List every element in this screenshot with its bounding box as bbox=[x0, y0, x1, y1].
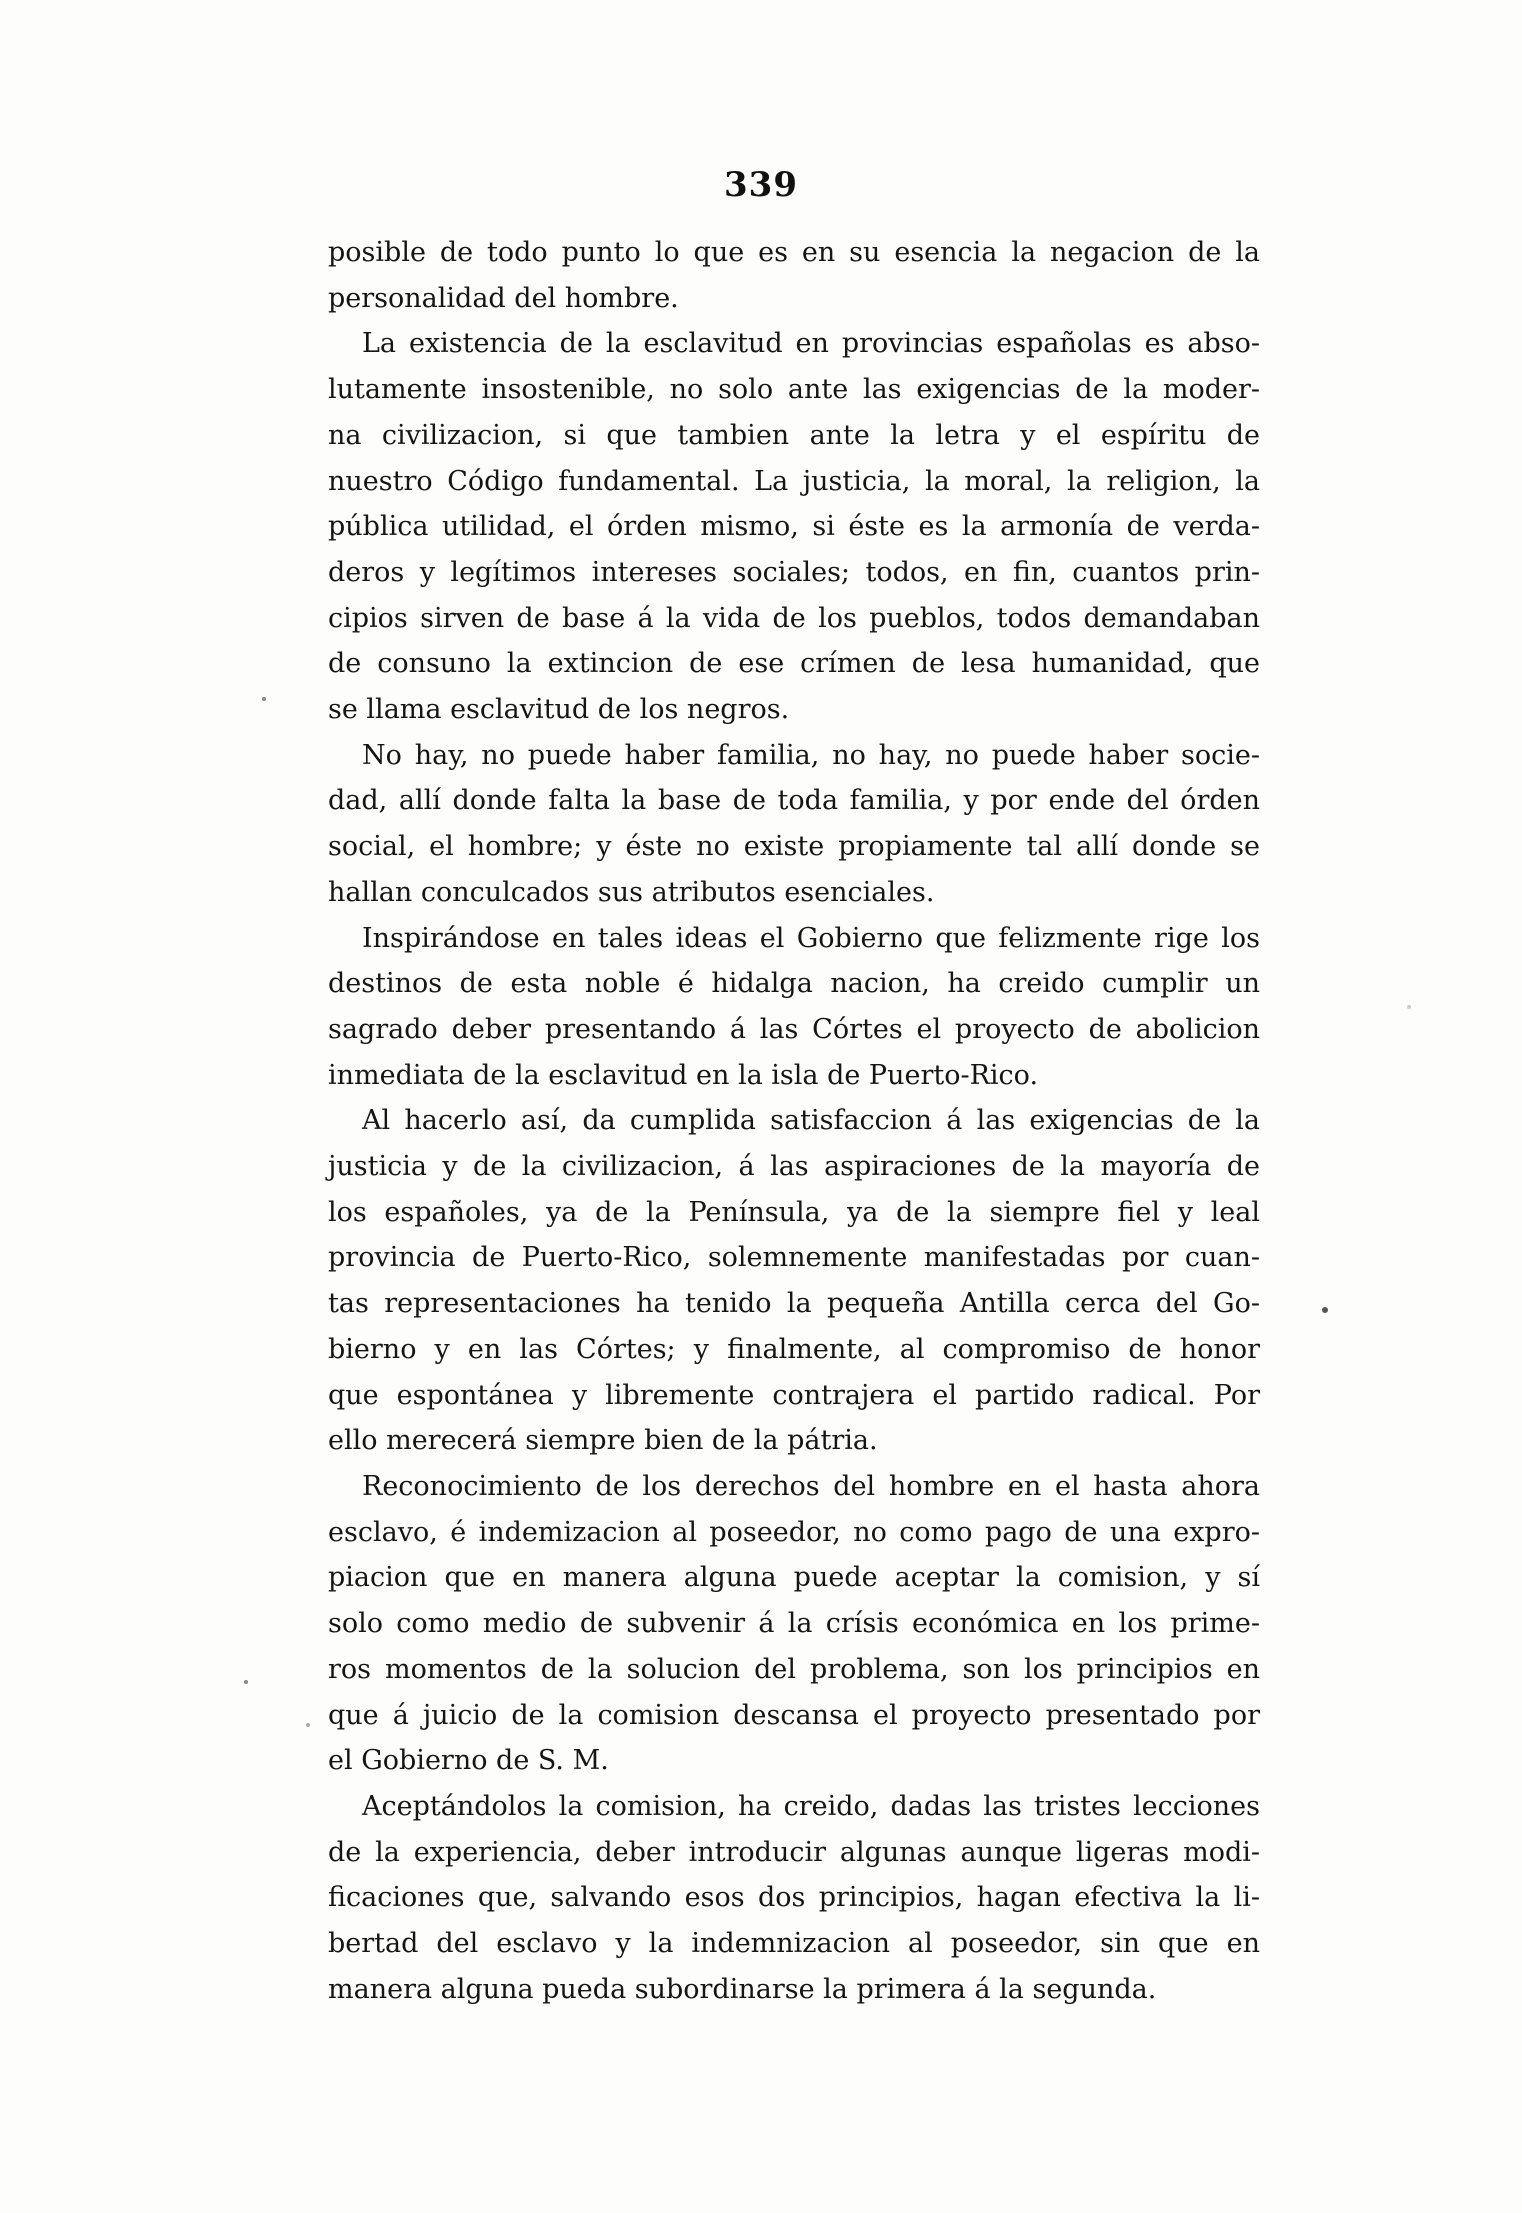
text-line: que espontánea y libremente contrajera el partido radical. Por bbox=[328, 1379, 1260, 1411]
text-line: esclavo, é indemizacion al poseedor, no como pago de una expro- bbox=[328, 1516, 1260, 1548]
ink-speck bbox=[262, 697, 266, 701]
body-text bbox=[328, 230, 1260, 2012]
ink-speck bbox=[1407, 1005, 1411, 1009]
text-line: sagrado deber presentando á las Córtes el proyecto de abolicion bbox=[328, 1013, 1260, 1045]
text-line: de consuno la extincion de ese crímen de lesa humanidad, que bbox=[328, 648, 1260, 680]
text-line: ficaciones que, salvando esos dos principios, hagan efectiva la li- bbox=[328, 1882, 1260, 1914]
text-line: pública utilidad, el órden mismo, si éste es la armonía de verda- bbox=[328, 511, 1260, 543]
text-line: piacion que en manera alguna puede aceptar la comision, y sí bbox=[328, 1562, 1260, 1594]
text-line: social, el hombre; y éste no existe propiamente tal allí donde se bbox=[328, 831, 1260, 863]
text-line: ello merecerá siempre bien de la pátria. bbox=[328, 1425, 878, 1457]
text-line: bertad del esclavo y la indemnizacion al poseedor, sin que en bbox=[328, 1928, 1260, 1960]
text-line: deros y legítimos intereses sociales; todos, en fin, cuantos prin- bbox=[328, 556, 1260, 588]
text-line: na civilizacion, si que tambien ante la letra y el espíritu de bbox=[328, 419, 1260, 451]
text-line: provincia de Puerto-Rico, solemnemente manifestadas por cuan- bbox=[328, 1242, 1260, 1274]
text-line: los españoles, ya de la Península, ya de la siempre fiel y leal bbox=[328, 1196, 1260, 1228]
paragraph-2 bbox=[328, 321, 1260, 732]
text-line: cipios sirven de base á la vida de los pueblos, todos demandaban bbox=[328, 602, 1260, 634]
ink-speck bbox=[1322, 1307, 1328, 1313]
text-line: Inspirándose en tales ideas el Gobierno que felizmente rige los bbox=[362, 922, 1260, 954]
text-line: el Gobierno de S. M. bbox=[328, 1745, 609, 1777]
text-line: nuestro Código fundamental. La justicia, la moral, la religion, la bbox=[328, 465, 1260, 497]
text-line: justicia y de la civilizacion, á las aspiraciones de la mayoría de bbox=[328, 1151, 1260, 1183]
text-line: bierno y en las Córtes; y finalmente, al compromiso de honor bbox=[328, 1333, 1260, 1365]
text-line: manera alguna pueda subordinarse la primera á la segunda. bbox=[328, 1973, 1157, 2005]
text-line: Al hacerlo así, da cumplida satisfaccion á las exigencias de la bbox=[362, 1105, 1260, 1137]
ink-speck bbox=[306, 1723, 310, 1727]
text-line: dad, allí donde falta la base de toda familia, y por ende del órden bbox=[328, 785, 1260, 817]
paragraph-5 bbox=[328, 1098, 1260, 1464]
paragraph-1 bbox=[328, 230, 1260, 321]
text-line: tas representaciones ha tenido la pequeña Antilla cerca del Go- bbox=[328, 1288, 1260, 1320]
text-line: hallan conculcados sus atributos esenciales. bbox=[328, 876, 935, 908]
text-line: inmediata de la esclavitud en la isla de Puerto-Rico. bbox=[328, 1059, 1039, 1091]
text-line: La existencia de la esclavitud en provincias españolas es abso- bbox=[362, 328, 1260, 360]
text-line: Aceptándolos la comision, ha creido, dadas las tristes lecciones bbox=[362, 1790, 1260, 1822]
text-line: Reconocimiento de los derechos del hombre en el hasta ahora bbox=[362, 1470, 1260, 1502]
paragraph-6 bbox=[328, 1464, 1260, 1784]
paragraph-7 bbox=[328, 1784, 1260, 2013]
page-number: 339 bbox=[724, 165, 798, 205]
text-line: que á juicio de la comision descansa el proyecto presentado por bbox=[328, 1699, 1260, 1731]
text-line: posible de todo punto lo que es en su esencia la negacion de la bbox=[328, 237, 1260, 268]
text-line: personalidad del hombre. bbox=[328, 282, 679, 314]
text-line: destinos de esta noble é hidalga nacion, ha creido cumplir un bbox=[328, 968, 1260, 1000]
text-line: se llama esclavitud de los negros. bbox=[328, 694, 790, 726]
text-line: ros momentos de la solucion del problema, son los principios en bbox=[328, 1653, 1260, 1685]
paragraph-3 bbox=[328, 733, 1260, 916]
text-line: lutamente insostenible, no solo ante las exigencias de la moder- bbox=[328, 374, 1260, 406]
text-line: No hay, no puede haber familia, no hay, no puede haber socie- bbox=[362, 739, 1260, 771]
text-line: de la experiencia, deber introducir algunas aunque ligeras modi- bbox=[328, 1836, 1260, 1868]
ink-speck bbox=[244, 1680, 248, 1684]
text-line: solo como medio de subvenir á la crísis económica en los prime- bbox=[328, 1608, 1260, 1640]
paragraph-4 bbox=[328, 916, 1260, 1099]
